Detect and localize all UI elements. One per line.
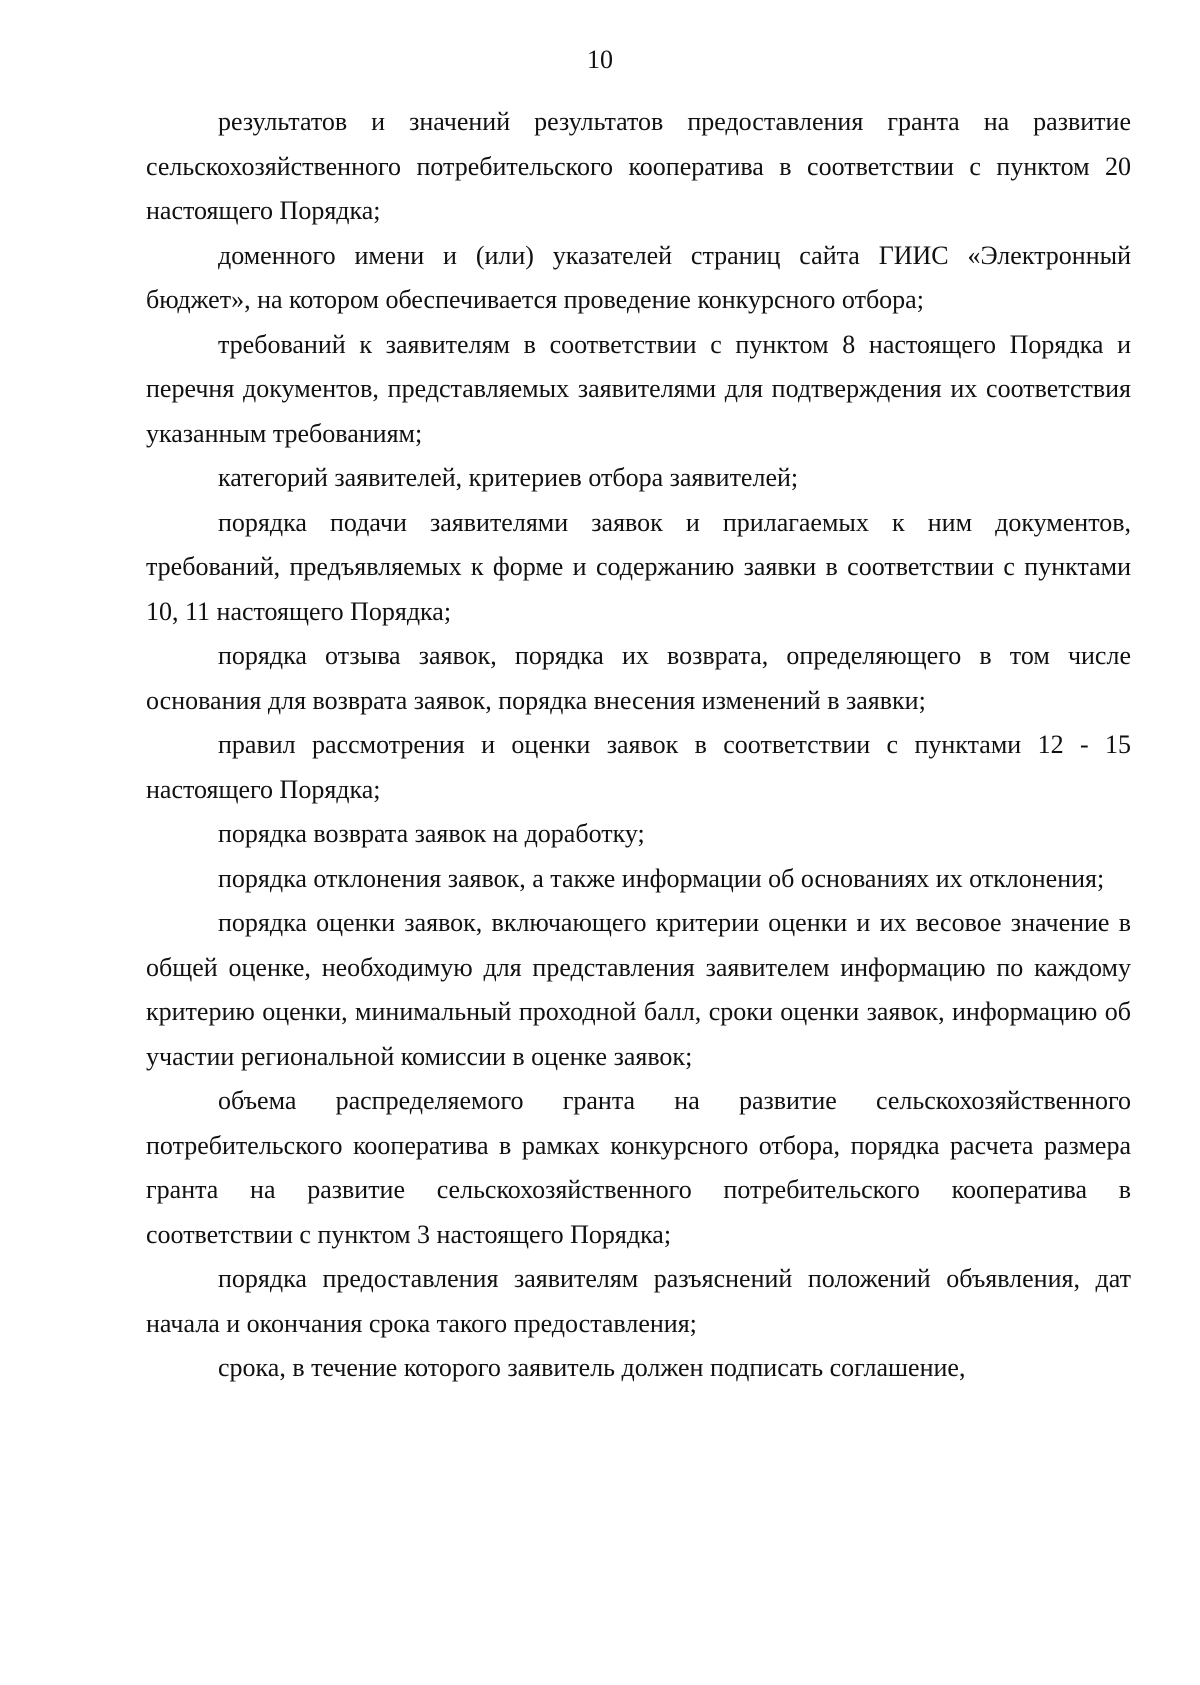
paragraph-withdrawal-procedure: порядка отзыва заявок, порядка их возврата, определяющего в том числе основания для возврата заявок, порядка внесения изменений в заявки; <box>146 641 1131 715</box>
paragraph-signing-deadline: срока, в течение которого заявитель должен подписать соглашение, <box>218 1353 966 1382</box>
paragraph-domain-name: доменного имени и (или) указателей страниц сайта ГИИС «Электронный бюджет», на котором обеспечивается проведение конкурсного отбора; <box>146 240 1131 314</box>
document-body <box>146 100 1131 1391</box>
page-number: 10 <box>587 45 613 74</box>
paragraph-results: результатов и значений результатов предоставления гранта на развитие сельскохозяйственного потребительского кооператива в соответствии с пунктом 20 настоящего Порядка; <box>146 107 1131 225</box>
paragraph-submission-procedure: порядка подачи заявителями заявок и прилагаемых к ним документов, требований, предъявляемых к форме и содержанию заявки в соответствии с пунктами 10, 11 настоящего Порядка; <box>146 507 1131 626</box>
paragraph-applicant-requirements: требований к заявителям в соответствии с пунктом 8 настоящего Порядка и перечня документов, представляемых заявителями для подтверждения их соответствия указанным требованиям; <box>146 329 1131 448</box>
paragraph-evaluation-procedure: порядка оценки заявок, включающего критерии оценки и их весовое значение в общей оценке, необходимую для представления заявителем информацию по каждому критерию оценки, минимальный проходной балл, сроки оценки заявок, информацию об участии региональной комиссии в оценке заявок; <box>146 908 1131 1071</box>
paragraph-rejection-procedure: порядка отклонения заявок, а также информации об основаниях их отклонения; <box>218 863 1105 893</box>
paragraph-return-for-revision: порядка возврата заявок на доработку; <box>218 819 645 848</box>
paragraph-grant-volume: объема распределяемого гранта на развитие сельскохозяйственного потребительского кооператива в рамках конкурсного отбора, порядка расчета размера гранта на развитие сельскохозяйственного потребительского кооператива в соответствии с пунктом 3 настоящего Порядка; <box>146 1086 1131 1249</box>
paragraph-review-rules: правил рассмотрения и оценки заявок в соответствии с пунктами 12 - 15 настоящего Порядка; <box>146 730 1131 804</box>
paragraph-clarifications: порядка предоставления заявителям разъяснений положений объявления, дат начала и окончания срока такого предоставления; <box>146 1264 1131 1338</box>
paragraph-applicant-categories: категорий заявителей, критериев отбора заявителей; <box>218 463 799 492</box>
